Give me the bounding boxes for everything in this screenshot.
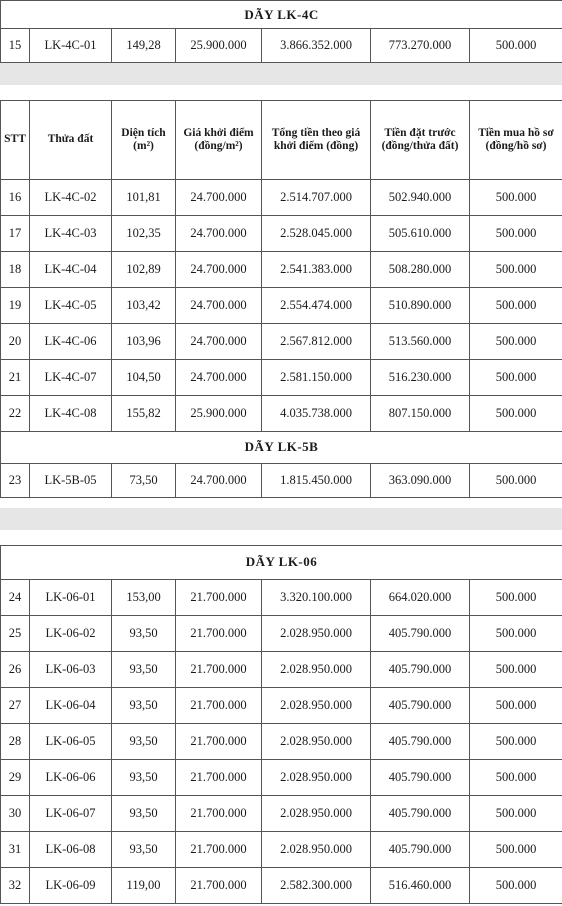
cell-area: 93,50 [112, 615, 176, 651]
cell-deposit: 664.020.000 [371, 579, 470, 615]
cell-deposit: 405.790.000 [371, 759, 470, 795]
cell-stt: 31 [1, 831, 30, 867]
cell-plot: LK-4C-01 [30, 29, 112, 63]
cell-fee: 500.000 [470, 359, 562, 395]
cell-start-price: 21.700.000 [176, 687, 262, 723]
cell-area: 73,50 [112, 463, 176, 497]
header-start-price: Giá khởi điểm (đồng/m²) [176, 100, 262, 179]
cell-fee: 500.000 [470, 179, 562, 215]
table-row [1, 359, 562, 395]
cell-total: 2.028.950.000 [262, 831, 371, 867]
cell-start-price: 24.700.000 [176, 463, 262, 497]
cell-plot: LK-06-08 [30, 831, 112, 867]
table-row [1, 215, 562, 251]
cell-stt: 23 [1, 463, 30, 497]
cell-fee: 500.000 [470, 29, 562, 63]
cell-area: 93,50 [112, 723, 176, 759]
cell-area: 102,89 [112, 251, 176, 287]
table-row [1, 759, 562, 795]
cell-fee: 500.000 [470, 867, 562, 903]
cell-start-price: 24.700.000 [176, 179, 262, 215]
cell-stt: 24 [1, 579, 30, 615]
sheet-lk-06 [0, 530, 562, 906]
cell-plot: LK-4C-03 [30, 215, 112, 251]
section-title: DÃY LK-06 [1, 545, 562, 579]
cell-start-price: 25.900.000 [176, 29, 262, 63]
table-row [1, 463, 562, 497]
sheet-lk-4c-main [0, 85, 562, 508]
table-row [1, 287, 562, 323]
cell-start-price: 21.700.000 [176, 723, 262, 759]
cell-total: 2.581.150.000 [262, 359, 371, 395]
cell-deposit: 405.790.000 [371, 831, 470, 867]
cell-fee: 500.000 [470, 759, 562, 795]
cell-area: 101,81 [112, 179, 176, 215]
table-row [1, 615, 562, 651]
table-row [1, 651, 562, 687]
header-plot: Thửa đất [30, 100, 112, 179]
cell-area: 93,50 [112, 795, 176, 831]
cell-start-price: 25.900.000 [176, 395, 262, 431]
cell-area: 155,82 [112, 395, 176, 431]
cell-start-price: 24.700.000 [176, 215, 262, 251]
cell-stt: 22 [1, 395, 30, 431]
cell-stt: 32 [1, 867, 30, 903]
cell-fee: 500.000 [470, 215, 562, 251]
cell-start-price: 21.700.000 [176, 867, 262, 903]
cell-start-price: 24.700.000 [176, 251, 262, 287]
cell-plot: LK-06-07 [30, 795, 112, 831]
cell-fee: 500.000 [470, 395, 562, 431]
cell-deposit: 516.460.000 [371, 867, 470, 903]
cell-plot: LK-06-03 [30, 651, 112, 687]
table-row [1, 867, 562, 903]
section-subtitle: DÃY LK-5B [1, 431, 562, 463]
cell-fee: 500.000 [470, 723, 562, 759]
cell-deposit: 405.790.000 [371, 723, 470, 759]
cell-fee: 500.000 [470, 287, 562, 323]
table-row [1, 179, 562, 215]
cell-deposit: 508.280.000 [371, 251, 470, 287]
cell-plot: LK-06-09 [30, 867, 112, 903]
cell-area: 93,50 [112, 687, 176, 723]
cell-stt: 27 [1, 687, 30, 723]
cell-stt: 18 [1, 251, 30, 287]
cell-plot: LK-06-06 [30, 759, 112, 795]
cell-area: 153,00 [112, 579, 176, 615]
cell-start-price: 21.700.000 [176, 579, 262, 615]
cell-area: 102,35 [112, 215, 176, 251]
cell-fee: 500.000 [470, 831, 562, 867]
cell-deposit: 510.890.000 [371, 287, 470, 323]
cell-fee: 500.000 [470, 651, 562, 687]
cell-fee: 500.000 [470, 615, 562, 651]
cell-deposit: 405.790.000 [371, 651, 470, 687]
table-lk-4c-main [0, 85, 562, 498]
section-b-rows2 [1, 463, 562, 497]
cell-total: 2.028.950.000 [262, 687, 371, 723]
cell-area: 93,50 [112, 831, 176, 867]
section-a-rows [1, 29, 562, 63]
cell-deposit: 505.610.000 [371, 215, 470, 251]
cell-total: 2.028.950.000 [262, 795, 371, 831]
table-row [1, 395, 562, 431]
cell-stt: 30 [1, 795, 30, 831]
cell-deposit: 516.230.000 [371, 359, 470, 395]
cell-area: 149,28 [112, 29, 176, 63]
cell-deposit: 773.270.000 [371, 29, 470, 63]
cell-area: 103,42 [112, 287, 176, 323]
table-row [1, 29, 562, 63]
cell-deposit: 405.790.000 [371, 687, 470, 723]
section-b-rows [1, 179, 562, 431]
table-row [1, 323, 562, 359]
header-area: Diện tích (m²) [112, 100, 176, 179]
cell-stt: 19 [1, 287, 30, 323]
cell-fee: 500.000 [470, 323, 562, 359]
cell-plot: LK-06-01 [30, 579, 112, 615]
cell-start-price: 21.700.000 [176, 795, 262, 831]
cell-stt: 15 [1, 29, 30, 63]
cell-total: 2.514.707.000 [262, 179, 371, 215]
cell-total: 2.554.474.000 [262, 287, 371, 323]
cell-plot: LK-4C-08 [30, 395, 112, 431]
cell-stt: 29 [1, 759, 30, 795]
section-title: DÃY LK-4C [1, 1, 562, 29]
cell-stt: 25 [1, 615, 30, 651]
cell-start-price: 24.700.000 [176, 287, 262, 323]
cell-area: 104,50 [112, 359, 176, 395]
sheet-lk-4c-top [0, 0, 562, 63]
cell-deposit: 405.790.000 [371, 795, 470, 831]
section-c-rows [1, 579, 562, 903]
table-row [1, 579, 562, 615]
cell-area: 93,50 [112, 759, 176, 795]
cell-total: 2.528.045.000 [262, 215, 371, 251]
cell-fee: 500.000 [470, 687, 562, 723]
cell-stt: 28 [1, 723, 30, 759]
table-row [1, 831, 562, 867]
cell-plot: LK-4C-04 [30, 251, 112, 287]
cell-start-price: 24.700.000 [176, 323, 262, 359]
cell-plot: LK-5B-05 [30, 463, 112, 497]
cell-total: 2.582.300.000 [262, 867, 371, 903]
cell-stt: 21 [1, 359, 30, 395]
cell-area: 119,00 [112, 867, 176, 903]
table-row [1, 251, 562, 287]
cell-total: 1.815.450.000 [262, 463, 371, 497]
cell-total: 2.567.812.000 [262, 323, 371, 359]
cell-fee: 500.000 [470, 795, 562, 831]
cell-plot: LK-06-02 [30, 615, 112, 651]
cell-total: 4.035.738.000 [262, 395, 371, 431]
table-lk-4c-top [0, 0, 562, 63]
header-deposit: Tiền đặt trước (đồng/thửa đất) [371, 100, 470, 179]
cell-start-price: 24.700.000 [176, 359, 262, 395]
cell-total: 2.028.950.000 [262, 615, 371, 651]
header-total: Tổng tiền theo giá khởi điểm (đồng) [262, 100, 371, 179]
table-row [1, 723, 562, 759]
table-row [1, 687, 562, 723]
cell-total: 2.028.950.000 [262, 651, 371, 687]
cell-plot: LK-4C-05 [30, 287, 112, 323]
cell-total: 3.320.100.000 [262, 579, 371, 615]
cell-start-price: 21.700.000 [176, 831, 262, 867]
cell-stt: 17 [1, 215, 30, 251]
cell-total: 2.028.950.000 [262, 723, 371, 759]
cell-stt: 16 [1, 179, 30, 215]
cell-fee: 500.000 [470, 579, 562, 615]
cell-deposit: 363.090.000 [371, 463, 470, 497]
header-stt: STT [1, 100, 30, 179]
cell-area: 93,50 [112, 651, 176, 687]
cell-stt: 26 [1, 651, 30, 687]
cell-start-price: 21.700.000 [176, 651, 262, 687]
cell-deposit: 405.790.000 [371, 615, 470, 651]
cell-plot: LK-4C-06 [30, 323, 112, 359]
cell-fee: 500.000 [470, 251, 562, 287]
cell-total: 2.541.383.000 [262, 251, 371, 287]
cell-start-price: 21.700.000 [176, 615, 262, 651]
cell-plot: LK-06-05 [30, 723, 112, 759]
cell-stt: 20 [1, 323, 30, 359]
cell-plot: LK-06-04 [30, 687, 112, 723]
cell-start-price: 21.700.000 [176, 759, 262, 795]
cell-area: 103,96 [112, 323, 176, 359]
cell-deposit: 807.150.000 [371, 395, 470, 431]
table-row [1, 795, 562, 831]
cell-total: 3.866.352.000 [262, 29, 371, 63]
cell-plot: LK-4C-02 [30, 179, 112, 215]
cell-deposit: 502.940.000 [371, 179, 470, 215]
cell-plot: LK-4C-07 [30, 359, 112, 395]
cell-total: 2.028.950.000 [262, 759, 371, 795]
cell-fee: 500.000 [470, 463, 562, 497]
header-fee: Tiền mua hồ sơ (đồng/hồ sơ) [470, 100, 562, 179]
table-lk-06 [0, 530, 562, 904]
header-row [1, 100, 562, 179]
cell-deposit: 513.560.000 [371, 323, 470, 359]
